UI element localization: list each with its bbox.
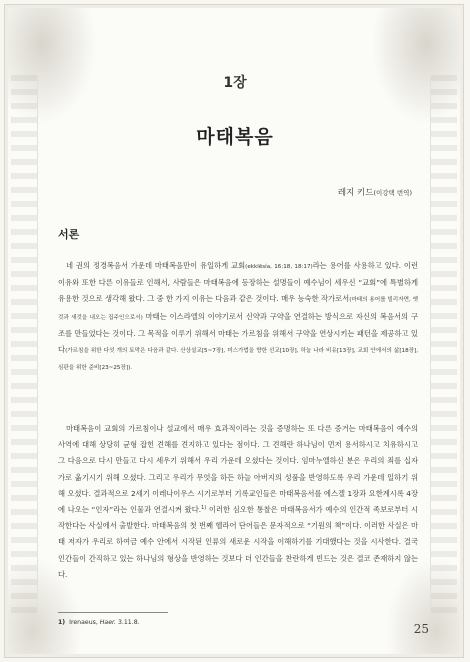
- footnote-reference[interactable]: 1): [201, 505, 207, 512]
- footnote: [58, 619, 140, 626]
- paragraph1-note-1: (ekklēsía, 16:18, 18:17): [245, 264, 313, 270]
- footnote-ref: 3.11.8.: [117, 619, 140, 626]
- author-name: 레지 키드: [337, 188, 374, 198]
- body-paragraph-2: [58, 421, 418, 583]
- footnote-work: Haer.: [99, 619, 116, 626]
- page-number: 25: [413, 622, 429, 636]
- paragraph2-text-1: 마태복음이 교회의 가르침이나 설교에서 매우 효과적이라는 것을 증명하는 또 다른 증거는 마태복음이 예수의 사역에 대해 상당히 균형 잡힌 견해를 견지하고 있다는 점이다. 그 견해란 하나님이 먼저 용서하시고 치유하시고 그 다음으로 다시 만들고 다시 세우기 위해서 우리 가운데 오셨다는 것이다. 임마누엘하신 분은 우리의 죄를 십자가로 옮기시기 위해 오셨다. 그리고 우리가 무엇을 하든 하늘 아버지의 성품을 반영하도록 우리 가운데 일하기 위해 오셨다. 결과적으로 2세기 이레나이우스 시기로부터 기록교인들은 마태복음서를 에스겔 1장과 요한계시록 4장에 나오는 “인자”라는 인물과 연결시켜 왔다.: [58, 424, 418, 515]
- right-border-ornament: [430, 75, 457, 615]
- chapter-number: 1장: [223, 75, 247, 91]
- section-heading: 서론: [58, 228, 80, 241]
- author-line: [338, 186, 412, 198]
- footnote-author: Irenaeus,: [69, 619, 98, 626]
- body-paragraph-1: [58, 258, 418, 376]
- left-border-ornament: [11, 75, 38, 615]
- paragraph1-note-3: (가르침을 위한 다섯 개의 토막은 다음과 같다. 산상설교[5~7장], 미스가법을 향한 선교[10장], 하늘 나라 비유[13장], 교회 안에서의 삶[18장], 심판을 위한 준비[23~25장]).: [58, 348, 418, 372]
- footnote-divider: [58, 612, 168, 613]
- paragraph2-text-2: 이러한 심오한 통찰은 마태복음서가 예수의 인간적 족보로부터 시작한다는 사실에서 출발한다. 마태복음의 첫 번째 헬라어 단어들은 문자적으로 “기원의 책”이다. 이러한 사실은 마태 저자가 우리로 하여금 예수 안에서 시작된 인류의 새로운 시작을 이해하기를 기대했다는 것을 시사한다. 결국 인간들이 간직하고 있는 하나님의 형상을 반영하는 것보다 더 인간들을 찬란하게 빈드는 것은 결코 존재하지 않는다.: [58, 505, 418, 579]
- paragraph1-note-2: (마태의 용어를 빌리자면, 옛것과 새것을 내오는 집주인으로서): [58, 297, 418, 321]
- chapter-title: 마태복음: [196, 126, 274, 148]
- paragraph1-text-1: 네 권의 정경복음서 가운데 마태복음만이 유일하게 교회: [66, 261, 246, 270]
- translator-note: (이강택 번역): [373, 189, 412, 197]
- footnote-number: 1): [58, 619, 66, 626]
- paragraph1-text-2: 라는 용어를 사용하고 있다. 이런 이유와 또한 다른 이유들로 인해서, 사람들은 마태복음에 등장하는 설명들이 예수님이 세우신 “교회”에 특별하게 유용한 것으로 생각해 왔다. 그 중 한 가지 이유는 다음과 같은 것이다. 매우 능숙한 작가로서: [58, 261, 418, 304]
- paragraph1-text-3: 마태는 이스라엘의 이야기로서 신약과 구약을 연결하는 방식으로 자신의 복음서의 구조를 만들었다는 것이다. 그 목적을 이루기 위해서 마태는 가르침을 위해서 구약을 연상시키는 패턴을 제공하고 있다: [58, 311, 418, 355]
